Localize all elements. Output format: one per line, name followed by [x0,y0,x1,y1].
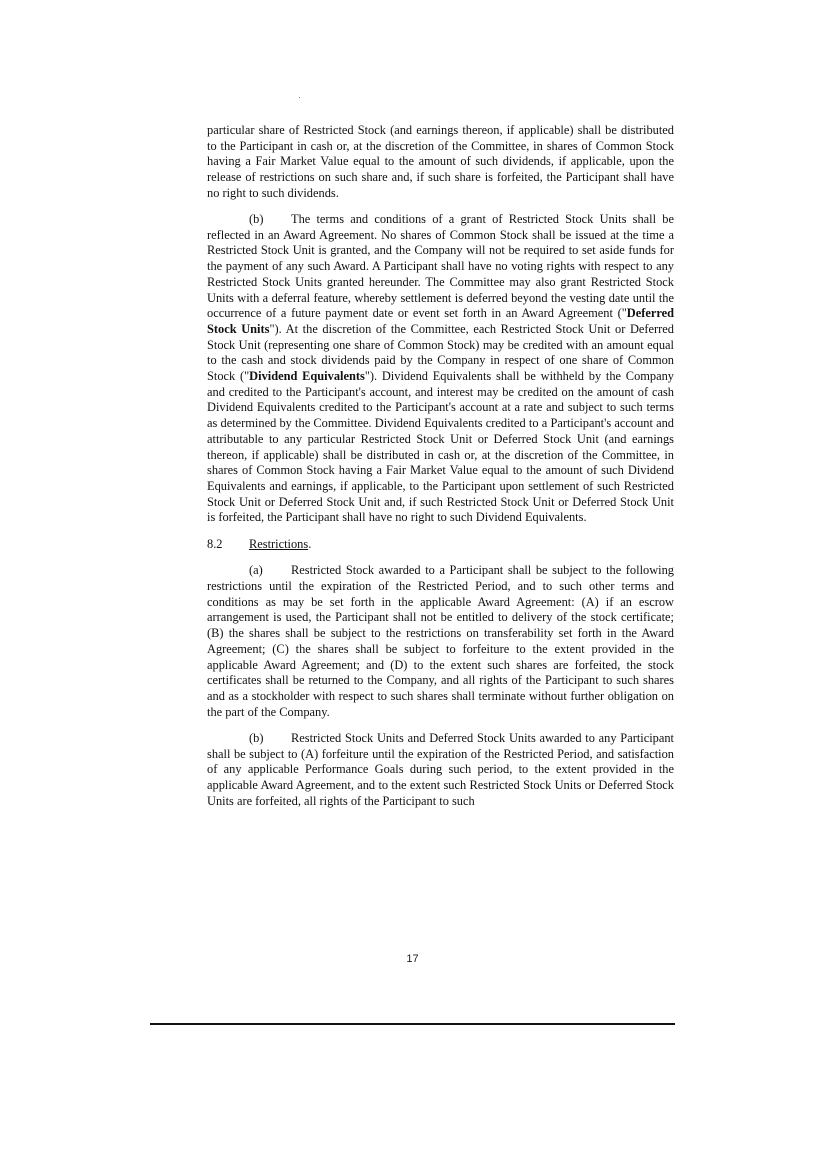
section-heading [207,537,674,553]
paragraph-continuation: particular share of Restricted Stock (and earnings thereon, if applicable) shall be distributed to the Participant in cash or, at the discretion of the Committee, in shares of Common Stock having a Fair Market Value equal to the amount of such dividends, if applicable, upon the release of restrictions on such share and, if such share is forfeited, the Participant shall have no right to such dividends. [207,123,674,200]
section-title: Restrictions [249,536,309,551]
defined-term: Deferred Stock Units [207,306,674,336]
paragraph-label: (a) [249,563,263,578]
paragraph-label: (b) [249,212,264,227]
paragraph-text: Restricted Stock Units and Deferred Stock Units awarded to any Participant shall be subject to (A) forfeiture until the expiration of the Restricted Period, and satisfaction of any applicable Performance Goals during such period, to the extent provided in the applicable Award Agreement, and to the extent such Restricted Stock Units or Deferred Stock Units are forfeited, all rights of the Participant to such [207,730,674,808]
section-title-suffix: . [308,536,312,551]
document-body [207,123,674,820]
paragraph-b-restrictions [207,731,674,810]
paragraph-a-restrictions [207,563,674,720]
paragraph-b-rsu-terms [207,212,674,526]
paragraph-text: The terms and conditions of a grant of Restricted Stock Units shall be reflected in an Award Agreement. No shares of Common Stock shall be issued at the time a Restricted Stock Unit is granted, and the Company will not be required to set aside funds for the payment of any such Award. A Participant shall have no voting rights with respect to any Restricted Stock Units granted hereunder. The Committee may also grant Restricted Stock Units with a deferral feature, whereby settlement is deferred beyond the vesting date until the occurrence of a future payment date or event set forth in an Award Agreement (" [207,212,674,321]
paragraph-text: "). Dividend Equivalents shall be withheld by the Company and credited to the Participant's account, and interest may be credited on the amount of cash Dividend Equivalents credited to the Participant's account at a rate and subject to such terms as determined by the Committee. Dividend Equivalents credited to a Participant's account and attributable to any particular Restricted Stock Unit or Deferred Stock Unit (and earnings thereon, if applicable) shall be distributed in cash or, at the discretion of the Committee, in shares of Common Stock having a Fair Market Value equal to the amount of such Dividend Equivalents and earnings, if applicable, to the Participant upon settlement of such Restricted Stock Unit or Deferred Stock Unit and, if such Restricted Stock Unit or Deferred Stock Unit is forfeited, the Participant shall have no right to such Dividend Equivalents. [207,369,674,525]
footer-rule [150,1023,675,1025]
paragraph-text: "). At the discretion of the Committee, each Restricted Stock Unit or Deferred Stock Unit (representing one share of Common Stock) may be credited with an amount equal to the cash and stock dividends paid by the Company in respect of one share of Common Stock (" [207,321,674,384]
scan-artifact-dot [299,97,300,98]
defined-term: Dividend Equivalents [249,369,365,384]
section-number: 8.2 [207,536,223,551]
page-number: 17 [406,953,419,965]
paragraph-label: (b) [249,730,264,745]
paragraph-text: Restricted Stock awarded to a Participant shall be subject to the following restrictions until the expiration of the Restricted Period, and to such other terms and conditions as may be set forth in the applicable Award Agreement: (A) if an escrow arrangement is used, the Participant shall not be entitled to delivery of the stock certificate; (B) the shares shall be subject to the restrictions on transferability set forth in the Award Agreement; (C) the shares shall be subject to forfeiture to the extent provided in the applicable Award Agreement; and (D) to the extent such shares are forfeited, the stock certificates shall be returned to the Company, and all rights of the Participant to such shares and as a stockholder with respect to such shares shall terminate without further obligation on the part of the Company. [207,563,674,719]
